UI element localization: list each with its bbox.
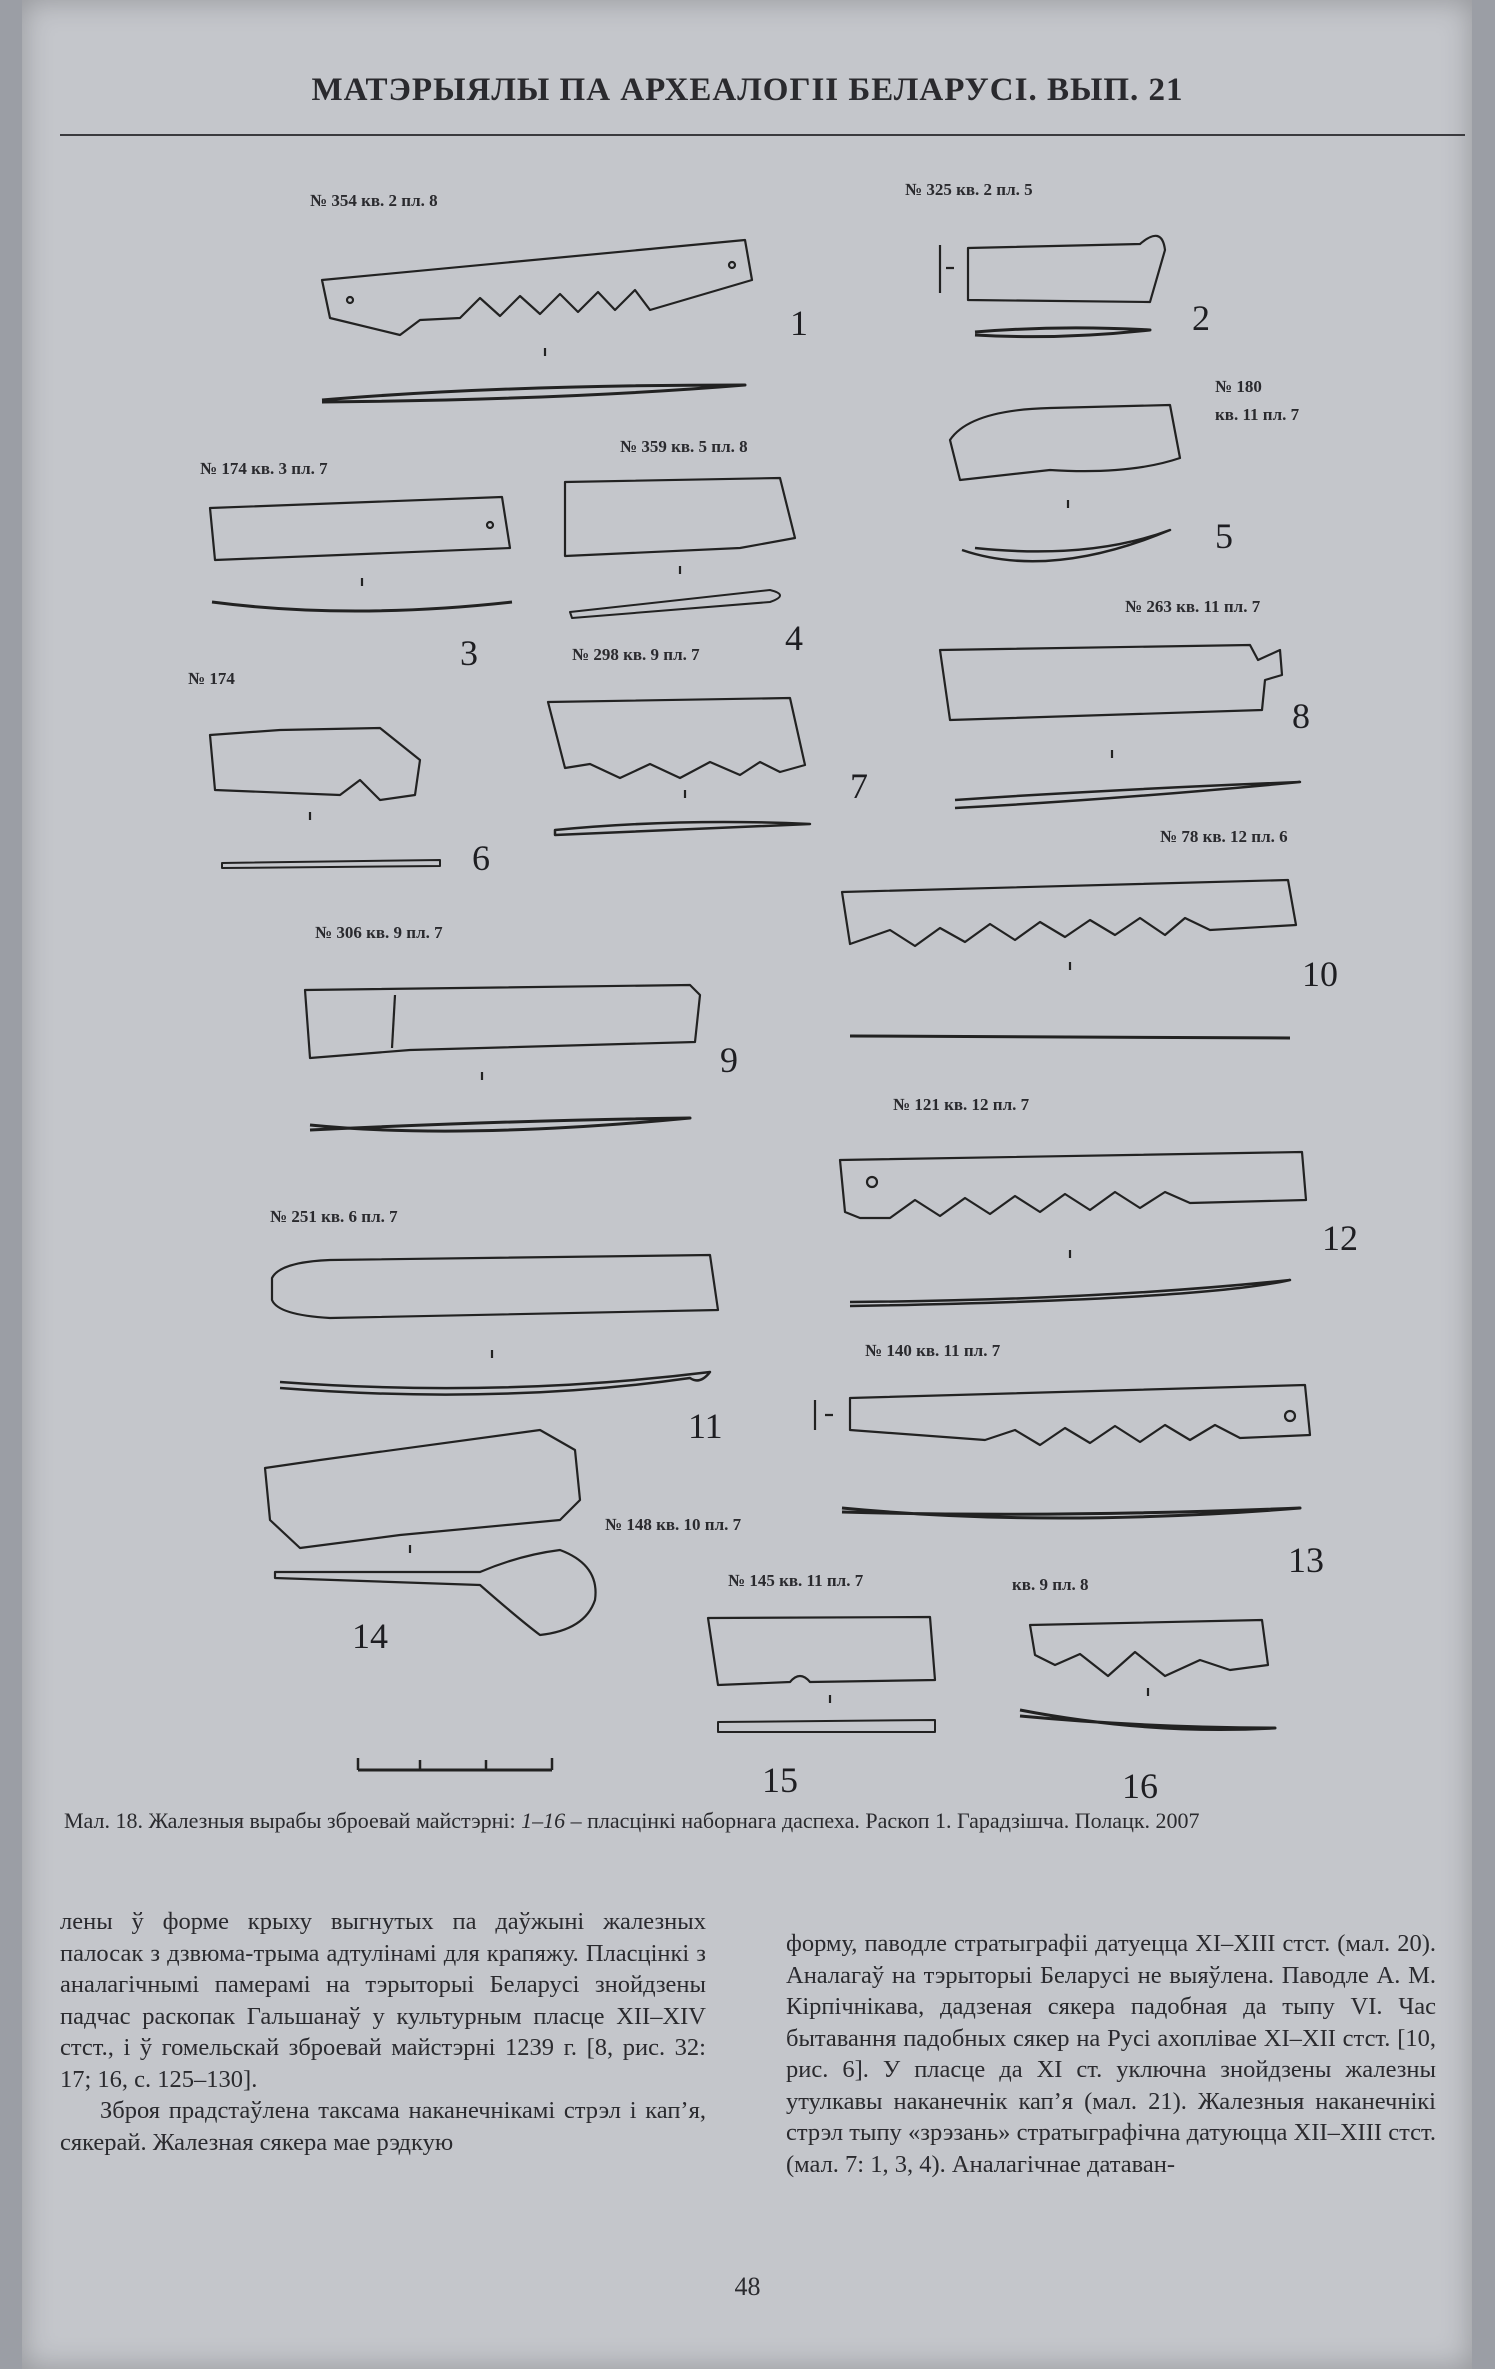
plate-label: № 121 кв. 12 пл. 7 [893, 1095, 1030, 1114]
plate-5 [950, 405, 1180, 561]
paragraph: Зброя прадстаўлена таксама наканечнікамі стрэл і кап’я, сякерай. Жалезная сякера мае рэдкую [60, 2097, 706, 2156]
left-column [60, 1906, 706, 2158]
plate-label: № 325 кв. 2 пл. 5 [905, 180, 1033, 199]
plate-number: 9 [720, 1040, 738, 1080]
plate-label: № 140 кв. 11 пл. 7 [865, 1341, 1001, 1360]
plate-label: № 78 кв. 12 пл. 6 [1160, 827, 1288, 846]
caption-prefix: Мал. 18. Жалезныя вырабы зброевай майстэрні: [64, 1808, 522, 1833]
plate-label: № 306 кв. 9 пл. 7 [315, 923, 443, 942]
plate-label: кв. 11 пл. 7 [1215, 405, 1300, 424]
plate-4 [565, 478, 795, 618]
caption-range: 1–16 [521, 1808, 566, 1833]
plate-10 [842, 880, 1296, 1038]
running-header: МАТЭРЫЯЛЫ ПА АРХЕАЛОГІІ БЕЛАРУСІ. ВЫП. 21 [311, 72, 1184, 108]
plate-6 [210, 728, 440, 868]
plate-number: 6 [472, 838, 490, 878]
plate-number: 7 [850, 766, 868, 806]
plate-9 [305, 985, 700, 1131]
plate-number: 2 [1192, 298, 1210, 338]
plate-15 [708, 1617, 935, 1732]
plate-16 [1020, 1620, 1275, 1730]
paragraph: форму, паводле стратыграфіі датуецца XI–XIII стст. (мал. 20). Аналагаў на тэрыторыі Беларусі не выяўлена. Паводле А. М. Кірпічнікава, дадзеная сякера падобная да тыпу VI. Час бытавання падобных сякер на Русі ахоплівае XI–XII стст. [10, рис. 6]. У пласце да XI ст. уключна знойдзены жалезны утулкавы наканечнік кап’я (мал. 21). Жалезныя наканечнікі стрэл тыпу «зрэзань» стратыграфічна датуюцца XII–XIII стст. (мал. 7: 1, 3, 4). Аналагічнае датаван- [786, 1930, 1436, 2178]
plate-number: 5 [1215, 516, 1233, 556]
plate-label: № 354 кв. 2 пл. 8 [310, 191, 438, 210]
caption-suffix: – пласцінкі наборнага даспеха. Раскоп 1. Гарадзішча. Полацк. 2007 [565, 1808, 1200, 1833]
plate-8 [940, 645, 1300, 808]
plate-1 [322, 240, 752, 402]
plate-number: 15 [762, 1760, 798, 1800]
plate-number: 11 [688, 1406, 723, 1446]
plate-number: 4 [785, 618, 803, 658]
plate-3 [210, 497, 512, 611]
plate-label: кв. 9 пл. 8 [1012, 1575, 1089, 1594]
plate-label: № 251 кв. 6 пл. 7 [270, 1207, 398, 1226]
paragraph: лены ў форме крыху выгнутых па даўжыні жалезных палосак з дзвюма-трыма адтулінамі для крапяжу. Пласцінкі з аналагічнымі памерамі на тэрыторыі Беларусі знойдзены падчас раскопак Гальшанаў у культурным пласце XII–XIV стст., і ў гомельскай зброевай майстэрні 1239 г. [8, рис. 32: 17; 16, с. 125–130]. [60, 1908, 706, 2093]
plate-label: № 180 [1215, 377, 1262, 396]
plate-number: 16 [1122, 1766, 1158, 1800]
plate-12 [840, 1152, 1306, 1306]
plate-number: 13 [1288, 1540, 1324, 1580]
right-column [786, 1928, 1436, 2180]
plate-number: 8 [1292, 696, 1310, 736]
plate-14 [265, 1430, 596, 1635]
page-number: 48 [734, 2272, 761, 2301]
plate-11 [272, 1255, 718, 1395]
plate-2 [940, 236, 1165, 337]
plate-number: 10 [1302, 954, 1338, 994]
plate-7 [548, 698, 810, 835]
plate-number: 1 [790, 303, 808, 343]
plate-label: № 298 кв. 9 пл. 7 [572, 645, 700, 664]
plate-label: № 263 кв. 11 пл. 7 [1125, 597, 1261, 616]
plate-label: № 148 кв. 10 пл. 7 [605, 1515, 742, 1534]
plate-13 [815, 1385, 1310, 1518]
plate-label: № 145 кв. 11 пл. 7 [728, 1571, 864, 1590]
plate-label: № 359 кв. 5 пл. 8 [620, 437, 748, 456]
plate-number: 14 [352, 1616, 388, 1656]
plate-number: 12 [1322, 1218, 1358, 1258]
plate-label: № 174 кв. 3 пл. 7 [200, 459, 328, 478]
plate-number: 3 [460, 633, 478, 673]
scale-bar [358, 1758, 552, 1770]
figure-caption [64, 1808, 1484, 1834]
plate-label: № 174 [188, 669, 235, 688]
